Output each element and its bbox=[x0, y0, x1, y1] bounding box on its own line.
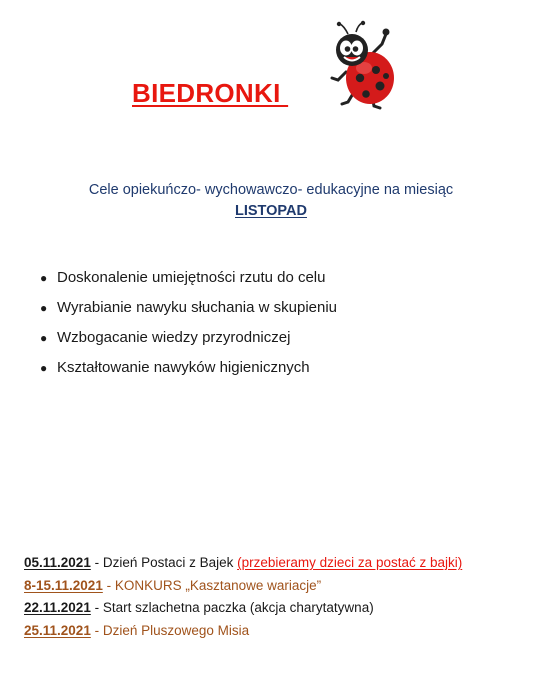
list-item bbox=[40, 266, 337, 296]
events-list bbox=[24, 552, 462, 642]
event-text: - Start szlachetna paczka (akcja charytatywna) bbox=[90, 600, 374, 615]
event-date: 8-15.11.2021 bbox=[24, 577, 103, 593]
month-name: LISTOPAD bbox=[235, 203, 307, 219]
event-date: 22.11.2021 bbox=[24, 600, 91, 615]
event-row bbox=[24, 575, 462, 598]
event-row bbox=[24, 552, 462, 575]
bullet-icon: ● bbox=[40, 331, 48, 345]
goals-heading-text: Cele opiekuńczo- wychowawczo- edukacyjne na miesiąc bbox=[88, 182, 454, 198]
bullet-icon: ● bbox=[40, 301, 48, 315]
event-row bbox=[24, 597, 462, 620]
list-item bbox=[40, 356, 337, 386]
event-text: - KONKURS „Kasztanowe wariacje” bbox=[102, 577, 322, 593]
event-text: - Dzień Pluszowego Misia bbox=[90, 622, 250, 638]
goal-text: Wzbogacanie wiedzy przyrodniczej bbox=[57, 329, 291, 346]
event-note: (przebieramy dzieci za postać z bajki) bbox=[237, 555, 463, 570]
goals-list bbox=[40, 266, 337, 386]
event-row bbox=[24, 620, 462, 643]
event-text: - Dzień Postaci z Bajek bbox=[90, 555, 238, 570]
bullet-icon: ● bbox=[40, 361, 48, 375]
bullet-icon: ● bbox=[40, 271, 48, 285]
goal-text: Wyrabianie nawyku słuchania w skupieniu bbox=[57, 299, 338, 316]
ladybug-mascot-image bbox=[324, 20, 402, 110]
list-item bbox=[40, 326, 337, 356]
goal-text: Kształtowanie nawyków higienicznych bbox=[57, 359, 310, 376]
event-date: 25.11.2021 bbox=[24, 622, 91, 638]
list-item bbox=[40, 296, 337, 326]
goal-text: Doskonalenie umiejętności rzutu do celu bbox=[57, 269, 326, 286]
event-date: 05.11.2021 bbox=[24, 555, 91, 570]
page-title: BIEDRONKI bbox=[132, 78, 289, 108]
goals-heading bbox=[0, 180, 542, 222]
